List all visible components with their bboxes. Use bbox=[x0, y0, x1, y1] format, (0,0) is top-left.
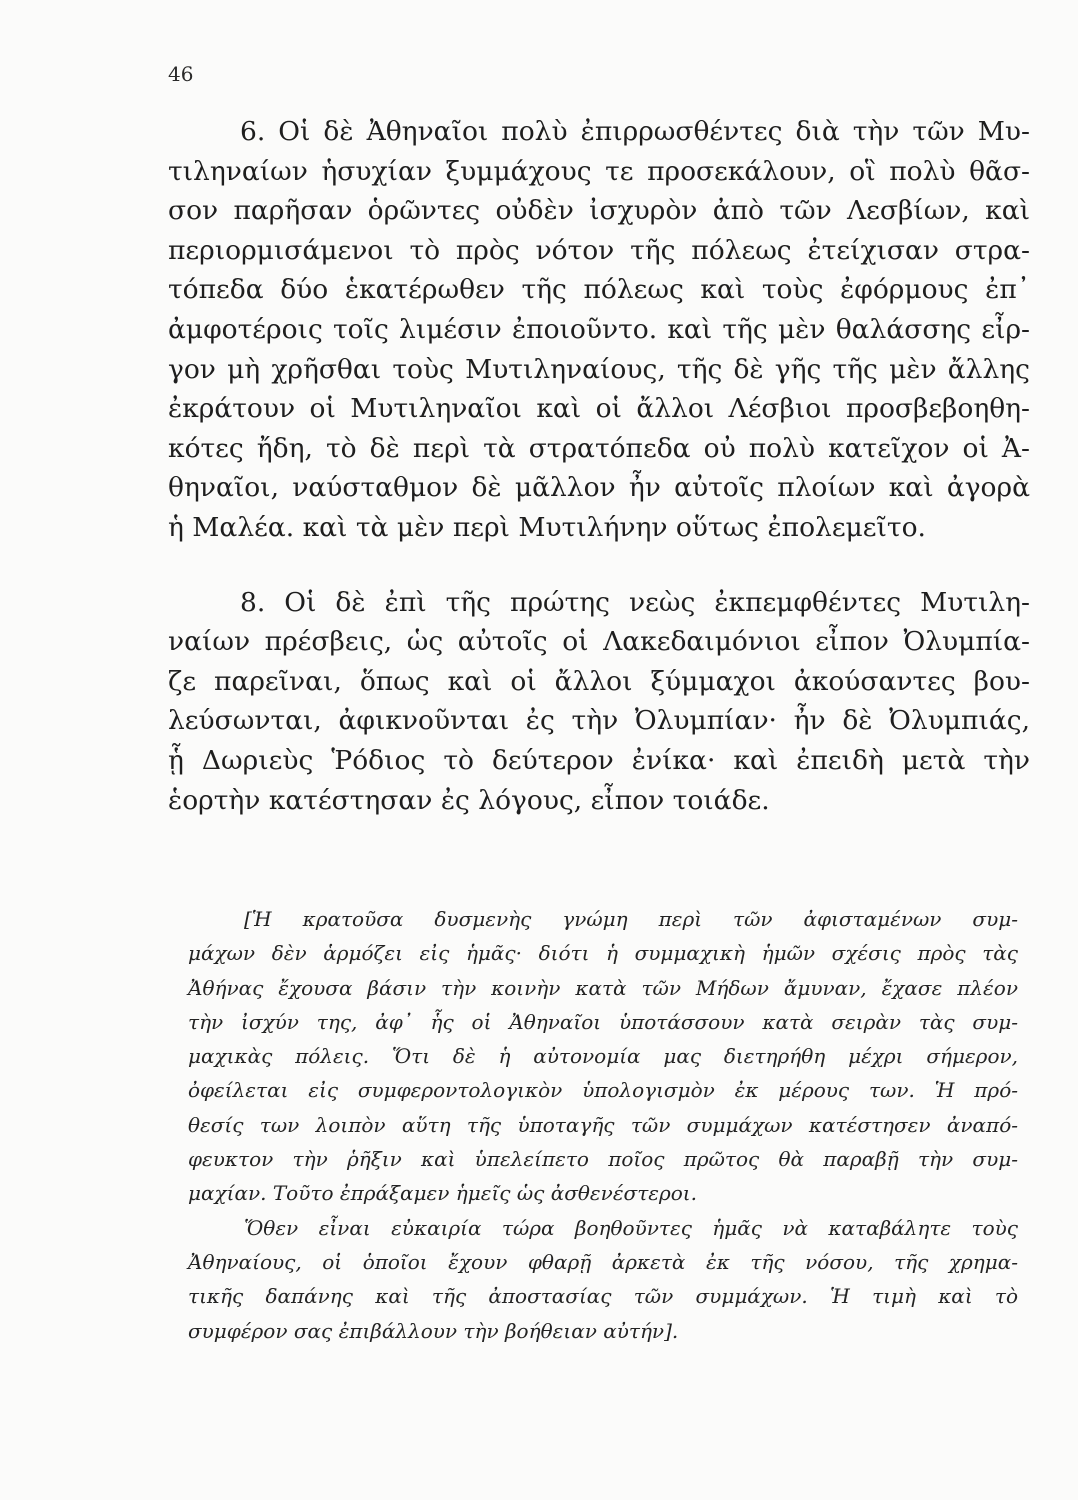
commentary-line: μαχικὰς πόλεις. Ὅτι δὲ ἡ αὐτονομία μας διετηρήθη μέχρι σήμερον, bbox=[188, 1044, 1018, 1069]
commentary-line: μαχίαν. Τοῦτο ἐπράξαμεν ἡμεῖς ὡς ἀσθενέστεροι. bbox=[188, 1181, 698, 1206]
text-line: τόπεδα δύο ἑκατέρωθεν τῆς πόλεως καὶ τοὺς ἐφόρμους ἐπ᾽ bbox=[168, 274, 1030, 306]
page-number: 46 bbox=[168, 62, 194, 86]
section-6 bbox=[168, 112, 1030, 548]
commentary-line: τὴν ἰσχύν της, ἀφ᾽ ἧς οἱ Ἀθηναῖοι ὑποτάσσουν κατὰ σειρὰν τὰς συμ- bbox=[188, 1009, 1018, 1034]
text-line: τιληναίων ἡσυχίαν ξυμμάχους τε προσεκάλουν, οἳ πολὺ θᾶσ- bbox=[168, 155, 1030, 187]
commentary-line: ὀφείλεται εἰς συμφεροντολογικὸν ὑπολογισμὸν ἐκ μέρους των. Ἡ πρό- bbox=[188, 1078, 1018, 1103]
text-line: ναίων πρέσβεις, ὡς αὐτοῖς οἱ Λακεδαιμόνιοι εἶπον Ὀλυμπία- bbox=[168, 626, 1030, 658]
commentary-line: τικῆς δαπάνης καὶ τῆς ἀποστασίας τῶν συμμάχων. Ἡ τιμὴ καὶ τὸ bbox=[188, 1284, 1018, 1309]
commentary-paragraph-2 bbox=[188, 1211, 1018, 1348]
text-line: θηναῖοι, ναύσταθμον δὲ μᾶλλον ἦν αὐτοῖς πλοίων καὶ ἀγορὰ bbox=[168, 472, 1030, 504]
commentary-line: θεσίς των λοιπὸν αὕτη τῆς ὑποταγῆς τῶν συμμάχων κατέστησεν ἀναπό- bbox=[188, 1112, 1018, 1137]
text-line: γον μὴ χρῆσθαι τοὺς Μυτιληναίους, τῆς δὲ γῆς τῆς μὲν ἄλλης bbox=[168, 353, 1030, 385]
text-line: λεύσωνται, ἀφικνοῦνται ἐς τὴν Ὀλυμπίαν· ἦν δὲ Ὀλυμπιάς, bbox=[168, 705, 1030, 737]
text-line: ἐκράτουν οἱ Μυτιληναῖοι καὶ οἱ ἄλλοι Λέσβιοι προσβεβοηθη- bbox=[168, 393, 1030, 425]
commentary-line: Ὅθεν εἶναι εὐκαιρία τώρα βοηθοῦντες ἡμᾶς νὰ καταβάλητε τοὺς bbox=[244, 1215, 1018, 1240]
commentary-line: [Ἡ κρατοῦσα δυσμενὴς γνώμη περὶ τῶν ἀφισταμένων συμ- bbox=[244, 907, 1018, 931]
text-line: 6. Οἱ δὲ Ἀθηναῖοι πολὺ ἐπιρρωσθέντες διὰ τὴν τῶν Μυ- bbox=[240, 116, 1030, 147]
text-line: 8. Οἱ δὲ ἐπὶ τῆς πρώτης νεὼς ἐκπεμφθέντες Μυτιλη- bbox=[240, 586, 1030, 618]
section-gap bbox=[168, 548, 1030, 583]
text-line: ἀμφοτέροις τοῖς λιμέσιν ἐποιοῦντο. καὶ τῆς μὲν θαλάσσης εἶρ- bbox=[168, 313, 1030, 345]
section-8 bbox=[168, 583, 1030, 821]
commentary-line: μάχων δὲν ἁρμόζει εἰς ἡμᾶς· διότι ἡ συμμαχικὴ ἡμῶν σχέσις πρὸς τὰς bbox=[188, 941, 1018, 966]
text-line: κότες ἤδη, τὸ δὲ περὶ τὰ στρατόπεδα οὐ πολὺ κατεῖχον οἱ Ἀ- bbox=[168, 432, 1030, 464]
text-line: ἡ Μαλέα. καὶ τὰ μὲν περὶ Μυτιλήνην οὕτως ἐπολεμεῖτο. bbox=[168, 511, 926, 543]
main-text bbox=[168, 112, 1030, 820]
commentary-line: Ἀθηναίους, οἱ ὁποῖοι ἔχουν φθαρῇ ἀρκετὰ ἐκ τῆς νόσου, τῆς χρημα- bbox=[188, 1249, 1018, 1274]
commentary-line: συμφέρον σας ἐπιβάλλουν τὴν βοήθειαν αὐτήν]. bbox=[188, 1318, 679, 1343]
commentary bbox=[188, 902, 1018, 1348]
text-line: περιορμισάμενοι τὸ πρὸς νότον τῆς πόλεως ἐτείχισαν στρα- bbox=[168, 234, 1030, 266]
text-line: ᾗ Δωριεὺς Ῥόδιος τὸ δεύτερον ἐνίκα· καὶ ἐπειδὴ μετὰ τὴν bbox=[168, 744, 1030, 776]
text-line: σον παρῆσαν ὁρῶντες οὐδὲν ἰσχυρὸν ἀπὸ τῶν Λεσβίων, καὶ bbox=[168, 195, 1030, 227]
text-line: ἑορτὴν κατέστησαν ἐς λόγους, εἶπον τοιάδε. bbox=[168, 784, 770, 816]
commentary-line: Ἀθήνας ἔχουσα βάσιν τὴν κοινὴν κατὰ τῶν Μήδων ἄμυναν, ἔχασε πλέον bbox=[188, 975, 1018, 1000]
commentary-line: φευκτον τὴν ῥῆξιν καὶ ὑπελείπετο ποῖος πρῶτος θὰ παραβῇ τὴν συμ- bbox=[188, 1147, 1018, 1172]
commentary-paragraph-1 bbox=[188, 902, 1018, 1211]
text-line: ζε παρεῖναι, ὅπως καὶ οἱ ἄλλοι ξύμμαχοι ἀκούσαντες βου- bbox=[168, 665, 1030, 697]
